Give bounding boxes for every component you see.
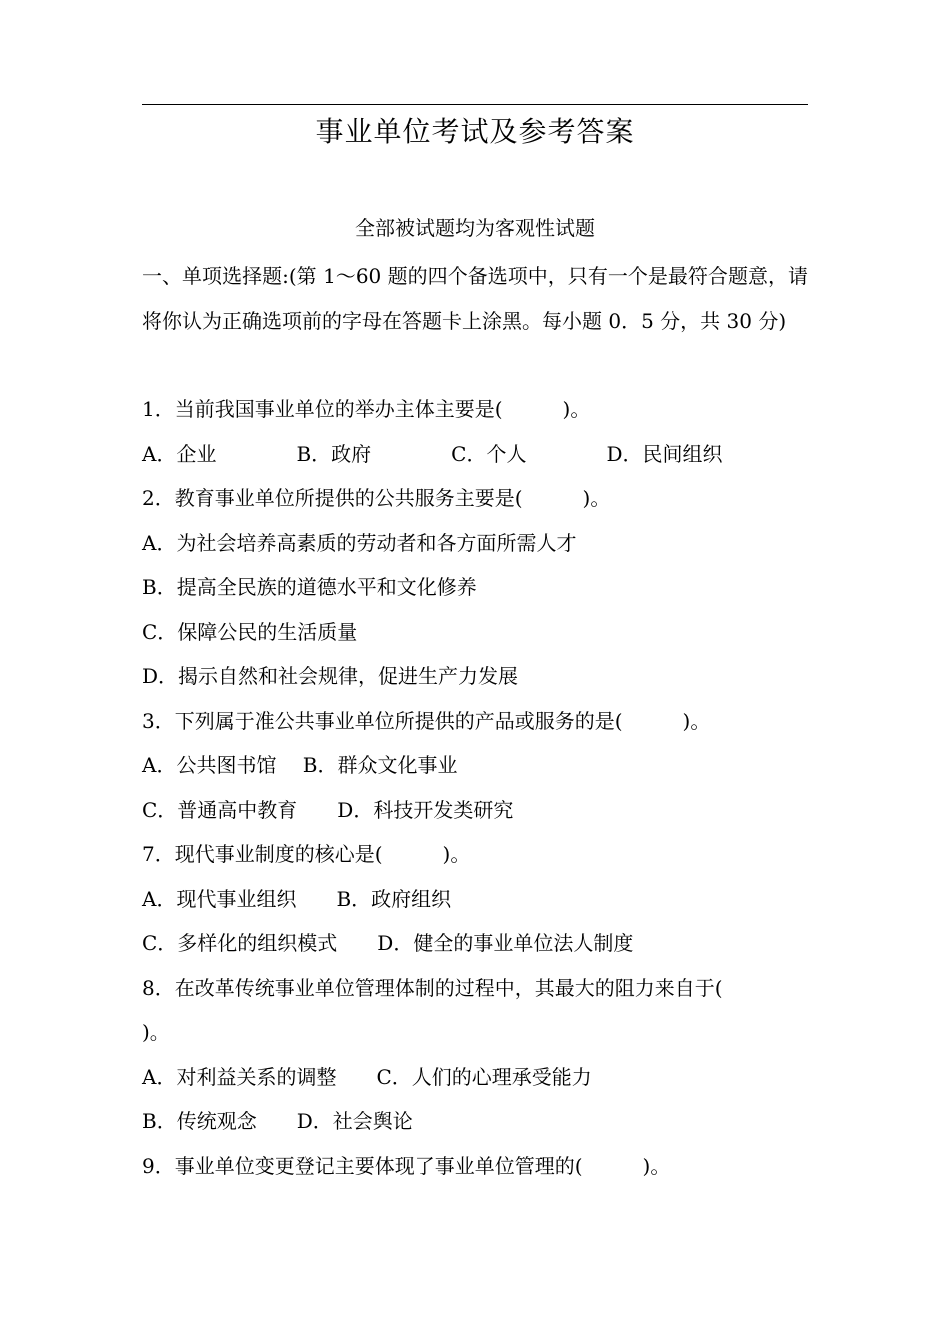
question-1-options: A．企业 B．政府 C．个人 D．民间组织 [142, 441, 723, 466]
question-3-options-ab: A．公共图书馆 B．群众文化事业 [142, 753, 458, 777]
header-rule [142, 104, 808, 105]
document-title: 事业单位考试及参考答案 [315, 115, 635, 148]
question-2-option-a: A．为社会培养高素质的劳动者和各方面所需人才 [142, 530, 577, 555]
question-2-option-b: B．提高全民族的道德水平和文化修养 [142, 575, 477, 599]
question-8-options-bd: B．传统观念 D．社会舆论 [142, 1109, 413, 1133]
question-7-options-ab: A．现代事业组织 B．政府组织 [142, 886, 452, 911]
question-8-options-ac: A．对利益关系的调整 C．人们的心理承受能力 [142, 1064, 592, 1089]
question-9: 9．事业单位变更登记主要体现了事业单位管理的( )。 [142, 1153, 671, 1178]
document-subtitle: 全部被试题均为客观性试题 [355, 216, 595, 240]
question-3: 3．下列属于准公共事业单位所提供的产品或服务的是( )。 [142, 708, 711, 733]
question-2-option-d: D．揭示自然和社会规律，促进生产力发展 [142, 664, 519, 688]
question-7-options-cd: C．多样化的组织模式 D．健全的事业单位法人制度 [142, 931, 634, 955]
question-list [142, 387, 808, 1188]
question-7: 7．现代事业制度的核心是( )。 [142, 842, 471, 866]
question-2: 2．教育事业单位所提供的公共服务主要是( )。 [142, 486, 611, 510]
question-2-option-c: C．保障公民的生活质量 [142, 619, 358, 644]
question-1: 1．当前我国事业单位的举办主体主要是( )。 [142, 397, 591, 421]
section-intro: 一、单项选择题:(第 1～60 题的四个备选项中，只有一个是最符合题意，请将你认为正确选项前的字母在答题卡上涂黑。每小题 0．5 分，共 30 分) [142, 264, 808, 333]
question-3-options-cd: C．普通高中教育 D．科技开发类研究 [142, 797, 514, 822]
question-8: 8．在改革传统事业单位管理体制的过程中，其最大的阻力来自于( )。 [142, 975, 783, 1044]
